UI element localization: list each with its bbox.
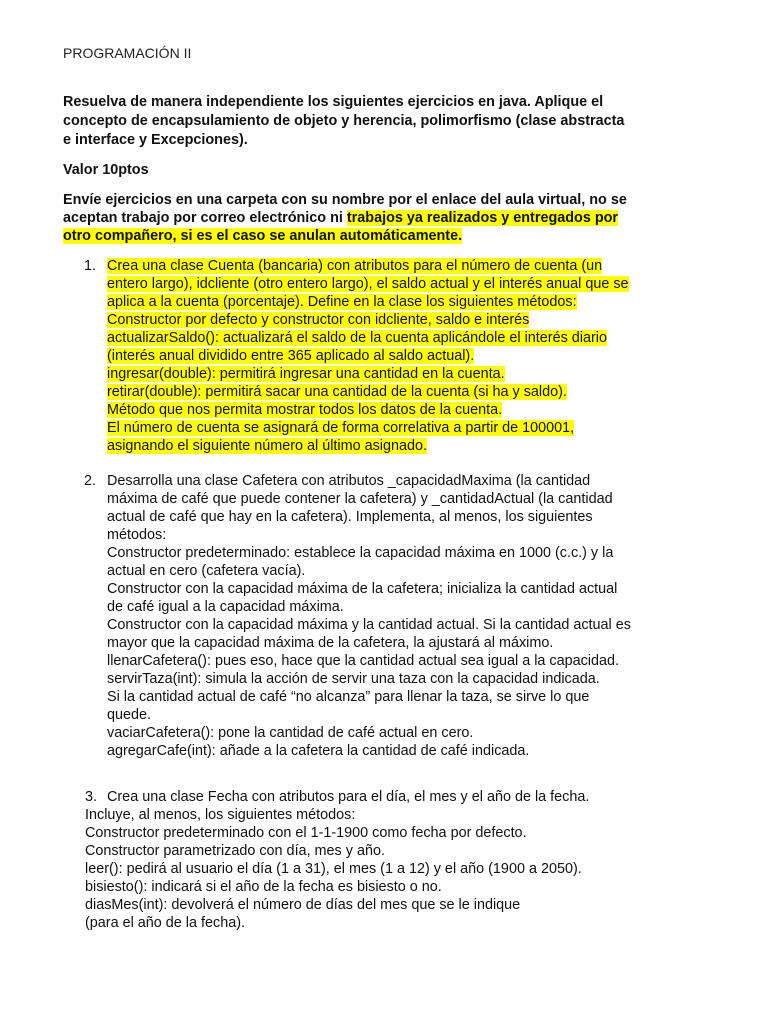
exercise-3-line-4: Constructor parametrizado con día, mes y año. xyxy=(85,843,385,859)
exercise-1-text-8: retirar(double): permitirá sacar una cantidad de la cuenta (si ha y saldo). xyxy=(107,384,567,400)
exercise-2-number: 2. xyxy=(84,473,97,489)
valor-points: Valor 10ptos xyxy=(63,162,149,178)
exercise-1-text-3: aplica a la cuenta (porcentaje). Define en la clase los siguientes métodos: xyxy=(107,294,577,310)
exercise-1-text-7: ingresar(double): permitirá ingresar una cantidad en la cuenta. xyxy=(107,366,505,382)
exercise-3-line-8: (para el año de la fecha). xyxy=(85,915,245,931)
exercise-1-text-5: actualizarSaldo(): actualizará el saldo de la cuenta aplicándole el interés diario xyxy=(107,330,607,346)
exercise-1-line-5 xyxy=(107,329,607,347)
exercise-1-line-2 xyxy=(107,275,629,293)
exercise-1-text-9: Método que nos permita mostrar todos los datos de la cuenta. xyxy=(107,402,503,418)
exercise-3-line-3: Constructor predeterminado con el 1-1-1900 como fecha por defecto. xyxy=(85,825,527,841)
exercise-1-line-3 xyxy=(107,293,577,311)
exercise-1-line-9 xyxy=(107,401,502,419)
exercise-2-line-4: métodos: xyxy=(107,527,167,543)
exercise-2-line-1: Desarrolla una clase Cafetera con atributos _capacidadMaxima (la cantidad xyxy=(107,473,591,489)
exercise-3-line-1: Crea una clase Fecha con atributos para el día, el mes y el año de la fecha. xyxy=(107,789,590,805)
exercise-1-text-4: Constructor por defecto y constructor con idcliente, saldo e interés xyxy=(107,312,530,328)
exercise-1-line-10 xyxy=(107,419,574,437)
exercise-1-text-6: (interés anual dividido entre 365 aplicado al saldo actual). xyxy=(107,348,475,364)
exercise-1-text-2: entero largo), idcliente (otro entero largo), el saldo actual y el interés anual que se xyxy=(107,276,629,292)
exercise-3-line-6: bisiesto(): indicará si el año de la fecha es bisiesto o no. xyxy=(85,879,442,895)
exercise-1-line-4 xyxy=(107,311,529,329)
send-note-highlight-2: otro compañero, si es el caso se anulan automáticamente. xyxy=(63,228,463,244)
exercise-2-line-5: Constructor predeterminado: establece la capacidad máxima en 1000 (c.c.) y la xyxy=(107,545,614,561)
exercise-2-line-3: actual de café que hay en la cafetera). Implementa, al menos, los siguientes xyxy=(107,509,593,525)
instructions-line-1: Resuelva de manera independiente los siguientes ejercicios en java. Aplique el xyxy=(63,94,604,110)
exercise-2-line-9: Constructor con la capacidad máxima y la cantidad actual. Si la cantidad actual es xyxy=(107,617,631,633)
exercise-1-number: 1. xyxy=(84,258,97,274)
exercise-1-line-6 xyxy=(107,347,474,365)
exercise-3-line-2: Incluye, al menos, los siguientes métodos: xyxy=(85,807,356,823)
exercise-2-line-13: Si la cantidad actual de café “no alcanza” para llenar la taza, se sirve lo que xyxy=(107,689,590,705)
exercise-2-line-8: de café igual a la capacidad máxima. xyxy=(107,599,344,615)
exercise-2-line-14: quede. xyxy=(107,707,152,723)
exercise-1-line-7 xyxy=(107,365,505,383)
exercise-1-line-8 xyxy=(107,383,567,401)
instructions-line-2: concepto de encapsulamiento de objeto y herencia, polimorfismo (clase abstracta xyxy=(63,113,625,129)
exercise-3-line-7: diasMes(int): devolverá el número de días del mes que se le indique xyxy=(85,897,521,913)
exercise-2-line-10: mayor que la capacidad máxima de la cafetera, la ajustará al máximo. xyxy=(107,635,554,651)
exercise-2-line-11: llenarCafetera(): pues eso, hace que la cantidad actual sea igual a la capacidad. xyxy=(107,653,619,669)
exercise-2-line-2: máxima de café que puede contener la cafetera) y _cantidadActual (la cantidad xyxy=(107,491,613,507)
document-title: PROGRAMACIÓN II xyxy=(63,45,192,61)
exercise-1-text-11: asignando el siguiente número al último asignado. xyxy=(107,438,428,454)
send-note-line-1: Envíe ejercicios en una carpeta con su nombre por el enlace del aula virtual, no se xyxy=(63,192,627,208)
exercise-2-line-15: vaciarCafetera(): pone la cantidad de café actual en cero. xyxy=(107,725,474,741)
exercise-3-line-5: leer(): pedirá al usuario el día (1 a 31), el mes (1 a 12) y el año (1900 a 2050). xyxy=(85,861,582,877)
send-note-plain: aceptan trabajo por correo electrónico ni xyxy=(63,210,347,226)
send-note-highlight: trabajos ya realizados y entregados por xyxy=(346,210,619,226)
send-note-line-3 xyxy=(63,227,462,245)
exercise-3-number: 3. xyxy=(85,789,98,805)
exercise-1-text-1: Crea una clase Cuenta (bancaria) con atributos para el número de cuenta (un xyxy=(107,258,603,274)
exercise-2-line-16: agregarCafe(int): añade a la cafetera la cantidad de café indicada. xyxy=(107,743,530,759)
instructions-line-3: e interface y Excepciones). xyxy=(63,132,248,148)
send-note-line-2 xyxy=(63,209,618,227)
exercise-2-line-7: Constructor con la capacidad máxima de la cafetera; inicializa la cantidad actual xyxy=(107,581,618,597)
exercise-1-line-1 xyxy=(107,257,602,275)
exercise-2-line-12: servirTaza(int): simula la acción de servir una taza con la capacidad indicada. xyxy=(107,671,600,687)
exercise-1-text-10: El número de cuenta se asignará de forma correlativa a partir de 100001, xyxy=(107,420,575,436)
exercise-1-line-11 xyxy=(107,437,427,455)
exercise-2-line-6: actual en cero (cafetera vacía). xyxy=(107,563,306,579)
